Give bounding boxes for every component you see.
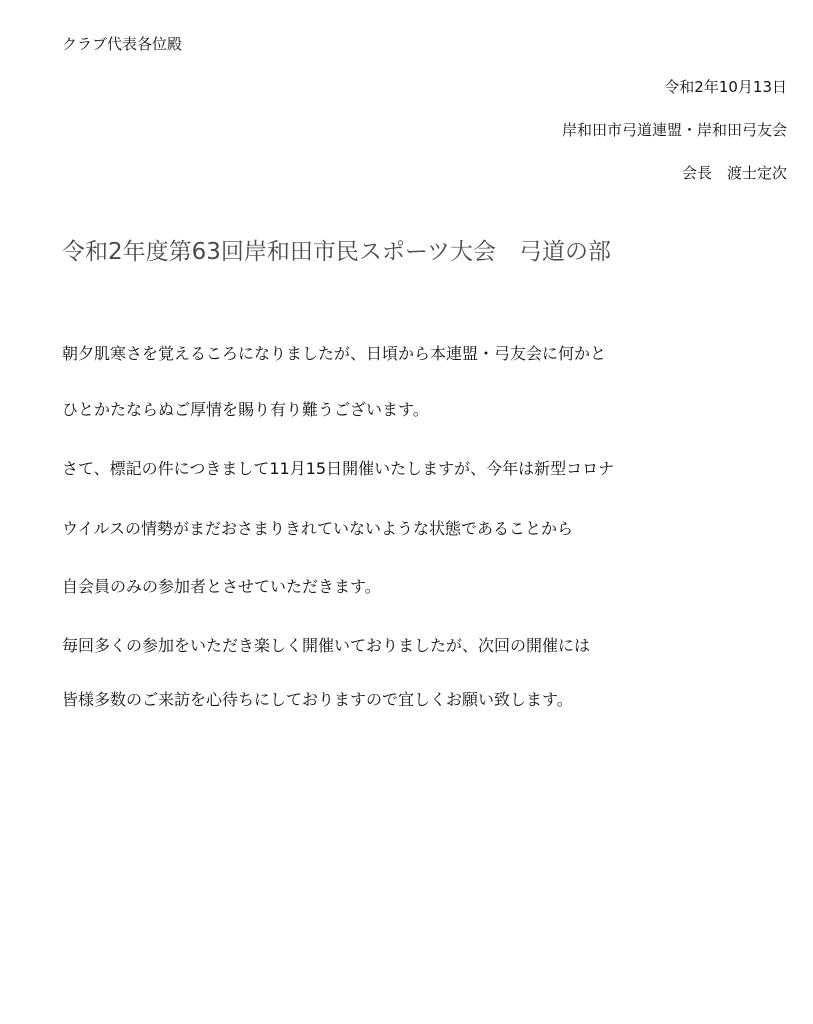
body-line: ひとかたならぬご厚情を賜り有り難うございます。	[62, 400, 429, 419]
sender-signatory: 会長 渡士定次	[681, 164, 787, 182]
addressee: クラブ代表各位殿	[62, 35, 183, 53]
letter-date: 令和2年10月13日	[664, 78, 787, 96]
body-line: さて、標記の件につきまして11月15日開催いたしますが、今年は新型コロナ	[62, 459, 615, 478]
body-line: 朝夕肌寒さを覚えるころになりましたが、日頃から本連盟・弓友会に何かと	[62, 344, 607, 363]
body-line: 自会員のみの参加者とさせていただきます。	[62, 577, 381, 596]
document-title: 令和2年度第63回岸和田市民スポーツ大会 弓道の部	[62, 239, 611, 265]
body-line: ウイルスの情勢がまだおさまりきれていないような状態であることから	[62, 519, 574, 538]
body-line: 皆様多数のご来訪を心待ちにしておりますので宜しくお願い致します。	[62, 690, 573, 709]
body-line: 毎回多くの参加をいただき楽しく開催いておりましたが、次回の開催には	[62, 636, 591, 655]
sender-organization: 岸和田市弓道連盟・岸和田弓友会	[561, 121, 787, 139]
